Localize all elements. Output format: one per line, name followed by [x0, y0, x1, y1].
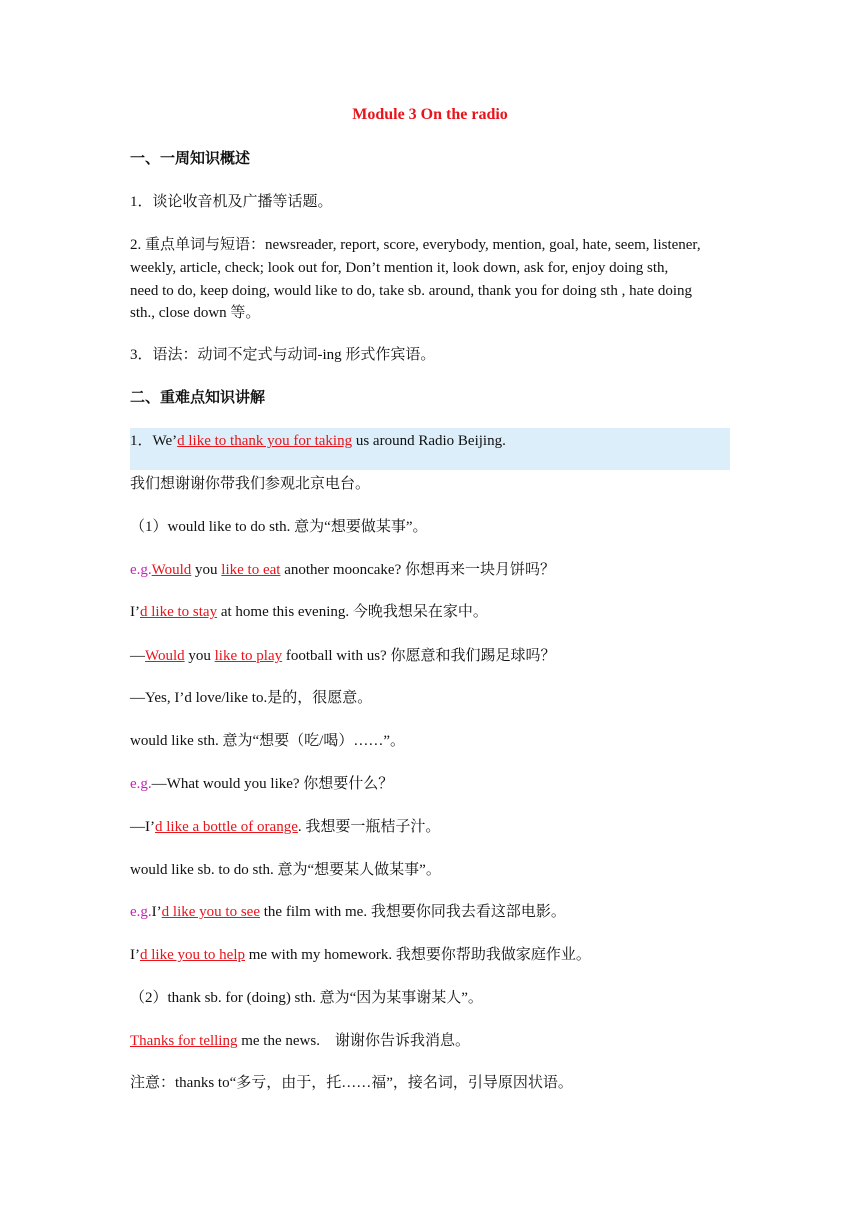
text: —: [130, 648, 145, 664]
text: I’: [151, 904, 162, 920]
example-7: [130, 901, 730, 923]
point1-prefix: 1．We’: [130, 433, 178, 449]
sub1c-title: would like sb. to do sth. 意为“想要某人做某事”。: [130, 862, 441, 878]
red-phrase: Would: [151, 562, 192, 578]
text: me with my homework. 我想要你帮助我做家庭作业。: [245, 947, 591, 963]
red-phrase: Would: [145, 648, 185, 664]
text: football with us? 你愿意和我们踢足球吗？: [282, 648, 556, 664]
section1-item2-line1: 2. 重点单词与短语：newsreader, report, score, everybody, mention, goal, hate, seem, listener,: [130, 237, 701, 253]
example-3: [130, 645, 730, 667]
red-phrase: Thanks for telling: [130, 1033, 238, 1049]
red-phrase: d like you to help: [140, 947, 245, 963]
example-6: [130, 816, 730, 838]
sub1b-title: would like sth. 意为“想要（吃/喝）……”。: [130, 733, 405, 749]
red-phrase: d like you to see: [161, 904, 260, 920]
text: you: [184, 648, 215, 664]
note-line: 注意：thanks to“多亏，由于，托……福”，接名词，引导原因状语。: [130, 1075, 573, 1091]
sub1-title: （1）would like to do sth. 意为“想要做某事”。: [130, 519, 428, 535]
document-title: Module 3 On the radio: [352, 106, 508, 123]
text: I’: [130, 947, 140, 963]
red-phrase: d like a bottle of orange: [155, 819, 298, 835]
text: —I’: [130, 819, 155, 835]
text: —What would you like? 你想要什么？: [151, 776, 394, 792]
example-2: [130, 601, 730, 623]
red-phrase: like to eat: [221, 562, 281, 578]
example-8: [130, 944, 730, 966]
section1-item1: 1．谈论收音机及广播等话题。: [130, 194, 333, 210]
text: at home this evening. 今晚我想呆在家中。: [217, 604, 488, 620]
example-5: [130, 773, 730, 795]
example-9: [130, 1030, 730, 1052]
section1-heading: 一、一周知识概述: [130, 151, 251, 167]
example-4: —Yes, I’d love/like to.是的，很愿意。: [130, 690, 373, 706]
text: . 我想要一瓶桔子汁。: [297, 819, 441, 835]
red-phrase: d like to stay: [140, 604, 218, 620]
point1-suffix: us around Radio Beijing.: [352, 433, 506, 449]
text: you: [191, 562, 222, 578]
sub2-title: （2）thank sb. for (doing) sth. 意为“因为某事谢某人”。: [130, 990, 483, 1006]
section1-item2-line2: weekly, article, check; look out for, Don’t mention it, look down, ask for, enjoy doing sth,: [130, 260, 669, 276]
section1-item2-line3: need to do, keep doing, would like to do, take sb. around, thank you for doing sth , hate doing: [130, 283, 692, 299]
point1-translation: 我们想谢谢你带我们参观北京电台。: [130, 476, 371, 492]
eg-label: e.g.: [130, 562, 152, 578]
section1-item2-line4: sth., close down 等。: [130, 305, 261, 321]
example-1: [130, 559, 730, 581]
point1-sentence: [130, 430, 730, 452]
point1-red-phrase: d like to thank you for taking: [177, 433, 353, 449]
text: me the news. 谢谢你告诉我消息。: [237, 1033, 470, 1049]
text: the film with me. 我想要你同我去看这部电影。: [260, 904, 566, 920]
eg-label: e.g.: [130, 776, 152, 792]
section1-item3: 3．语法：动词不定式与动词-ing 形式作宾语。: [130, 347, 436, 363]
eg-label: e.g.: [130, 904, 152, 920]
text: I’: [130, 604, 140, 620]
section2-heading: 二、重难点知识讲解: [130, 390, 266, 406]
text: another mooncake? 你想再来一块月饼吗？: [280, 562, 555, 578]
red-phrase: like to play: [214, 648, 283, 664]
